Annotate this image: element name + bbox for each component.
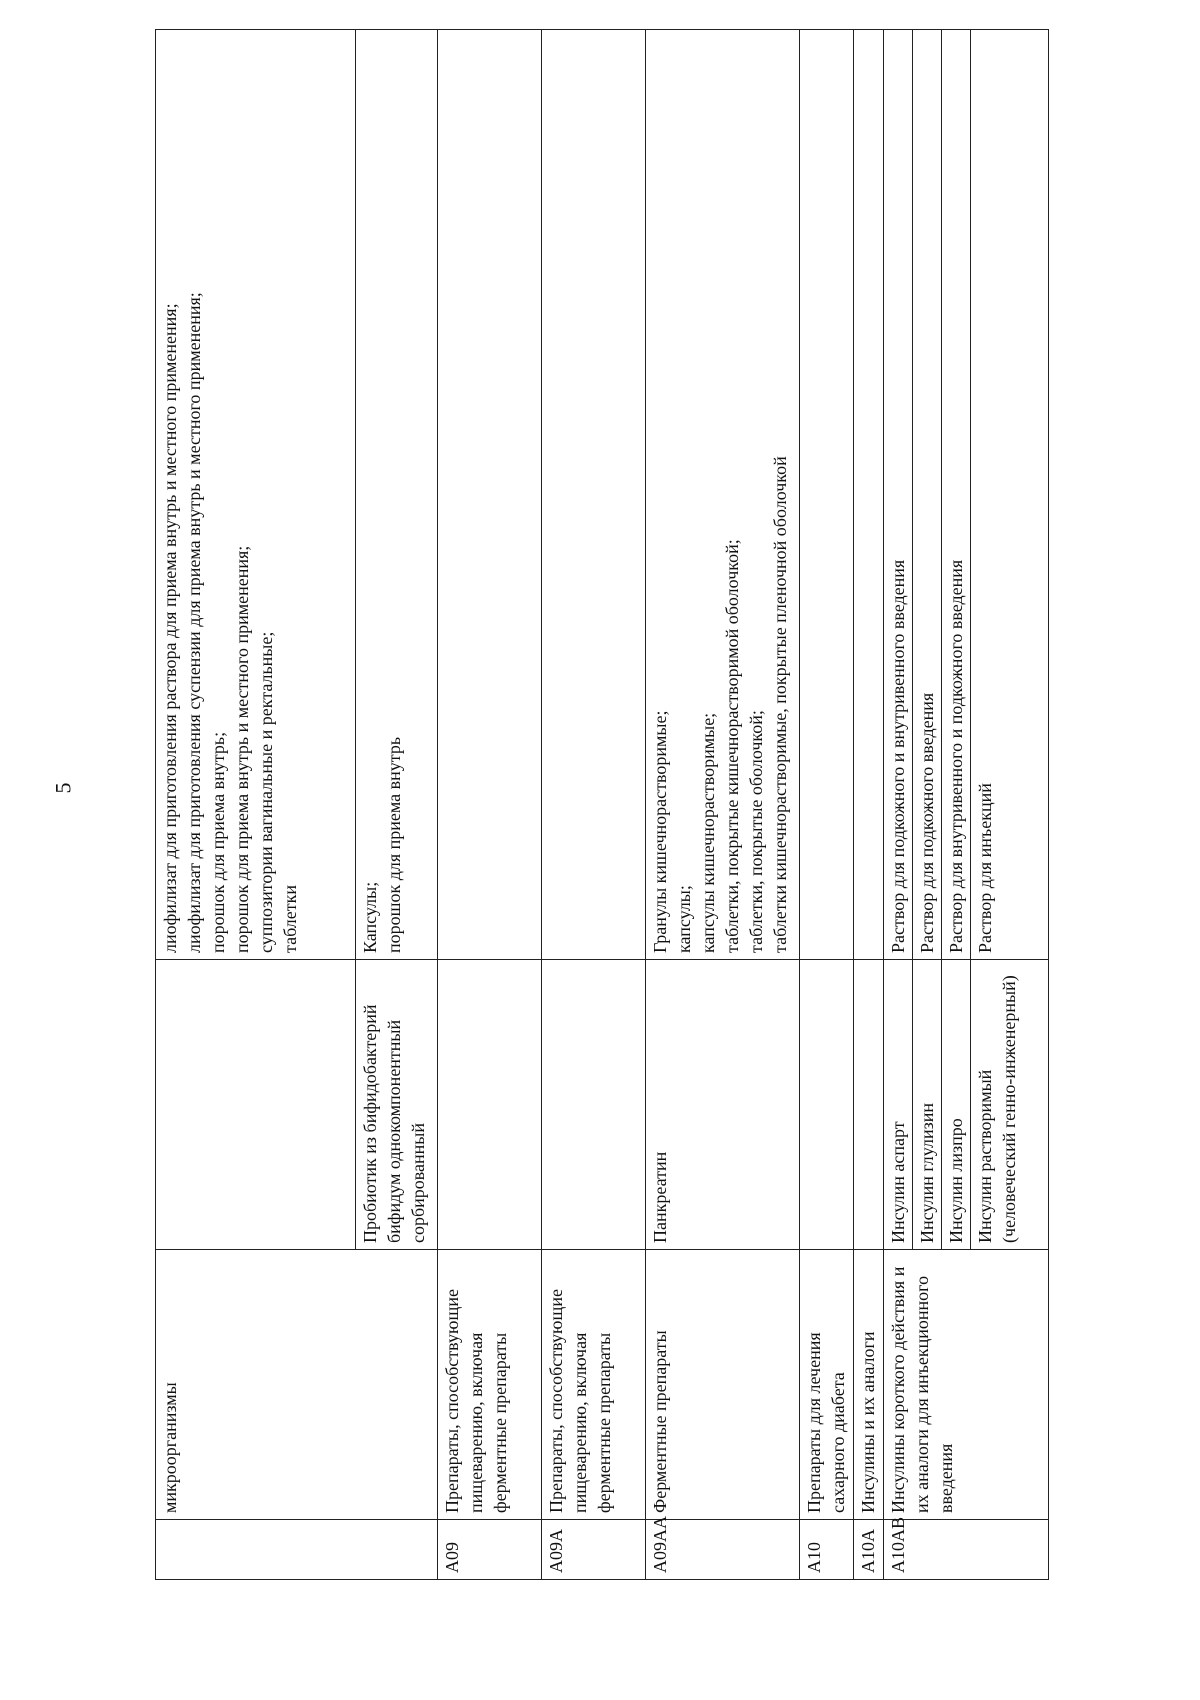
atc-code-cell: A10AB <box>884 1520 1049 1580</box>
drug-name-cell: Панкреатин <box>646 960 800 1250</box>
dosage-form-cell: лиофилизат для приготовления раствора для приема внутрь и местного применения; лиофилизат для приготовления суспензии для приема внутрь и местного применения; порошок для приема внутрь; порошок для приема внутрь и местного применения; суппозитории вагинальные и ректальные; таблетки <box>156 30 356 960</box>
drug-name-cell: Инсулин растворимый (человеческий генно-инженерный) <box>971 960 1049 1250</box>
group-cell: микроорганизмы <box>156 1250 438 1520</box>
table-row <box>156 30 356 1580</box>
dosage-form-cell: Раствор для подкожного и внутривенного введения <box>884 30 913 960</box>
table-row <box>800 30 854 1580</box>
drug-name-cell <box>156 960 356 1250</box>
dosage-form-cell <box>854 30 884 960</box>
table-row <box>884 30 913 1580</box>
drug-name-cell <box>800 960 854 1250</box>
drug-name-cell: Пробиотик из бифидобактерий бифидум однокомпонентный сорбированный <box>356 960 438 1250</box>
group-cell: Препараты, способствующие пищеварению, включая ферментные препараты <box>542 1250 646 1520</box>
drug-name-cell <box>854 960 884 1250</box>
group-cell: Инсулины короткого действия и их аналоги для инъекционного введения <box>884 1250 1049 1520</box>
drug-name-cell: Инсулин лизпро <box>942 960 971 1250</box>
dosage-form-cell: Гранулы кишечнорастворимые; капсулы; капсулы кишечнорастворимые; таблетки, покрытые кишечнорастворимой оболочкой; таблетки, покрытые оболочкой; таблетки кишечнорастворимые, покрытые пленочной оболочкой <box>646 30 800 960</box>
atc-code-cell: A10 <box>800 1520 854 1580</box>
table-row <box>646 30 800 1580</box>
drug-name-cell: Инсулин глулизин <box>913 960 942 1250</box>
atc-code-cell: A09A <box>542 1520 646 1580</box>
table-row <box>438 30 542 1580</box>
drug-table <box>155 29 1049 1580</box>
dosage-form-cell <box>542 30 646 960</box>
drug-name-cell: Инсулин аспарт <box>884 960 913 1250</box>
group-cell: Препараты, способствующие пищеварению, включая ферментные препараты <box>438 1250 542 1520</box>
drug-name-cell <box>438 960 542 1250</box>
drug-name-cell <box>542 960 646 1250</box>
group-cell: Инсулины и их аналоги <box>854 1250 884 1520</box>
dosage-form-cell <box>438 30 542 960</box>
dosage-form-cell: Раствор для инъекций <box>971 30 1049 960</box>
rotated-sheet <box>155 30 1049 1580</box>
atc-code-cell <box>156 1520 438 1580</box>
atc-code-cell: A09 <box>438 1520 542 1580</box>
table-row <box>854 30 884 1580</box>
atc-code-cell: A09AA <box>646 1520 800 1580</box>
group-cell: Ферментные препараты <box>646 1250 800 1520</box>
page-number: 5 <box>50 782 76 794</box>
dosage-form-cell <box>800 30 854 960</box>
group-cell: Препараты для лечения сахарного диабета <box>800 1250 854 1520</box>
table-row <box>542 30 646 1580</box>
atc-code-cell: A10A <box>854 1520 884 1580</box>
dosage-form-cell: Раствор для подкожного введения <box>913 30 942 960</box>
dosage-form-cell: Раствор для внутривенного и подкожного введения <box>942 30 971 960</box>
dosage-form-cell: Капсулы; порошок для приема внутрь <box>356 30 438 960</box>
